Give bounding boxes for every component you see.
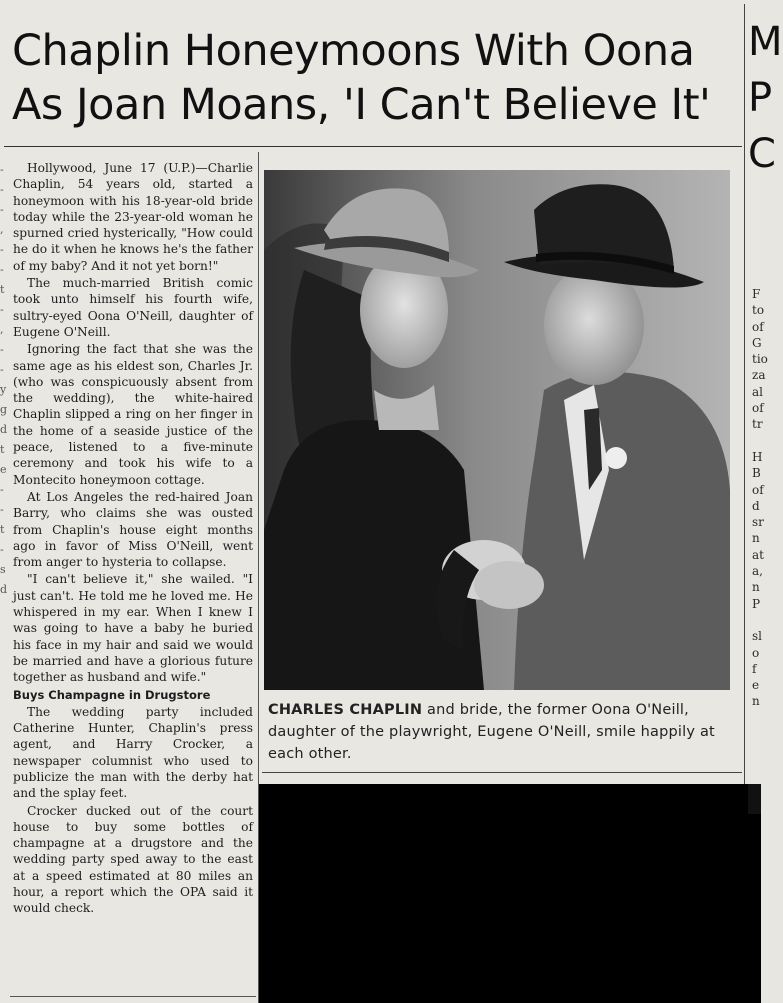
article-paragraph: Crocker ducked out of the court house to buy some bottles of champagne at a drugstore and the wedding party sped away to the east at a speed estimated at 80 miles an hour, a report which the OPA said it would check. xyxy=(13,803,253,916)
adjacent-column-fragments: F to of G tio za al of tr H B of d sr n at a, n P sl o f e n xyxy=(752,287,768,709)
left-column-edge-fragments: - - - , - - t - , - - y g d t e - - t - s d xyxy=(0,163,8,596)
article-paragraph: Ignoring the fact that she was the same age as his eldest son, Charles Jr. (who was conspicuously absent from the wedding), the white-haired Chaplin slipped a ring on her finger in the home of a seaside justice of the peace, listened to a five-minute ceremony and took his wife to a Montecito honeymoon cottage. xyxy=(13,342,253,487)
headline-line-1: Chaplin Honeymoons With Oona xyxy=(12,26,695,76)
blank-black-region-right xyxy=(748,784,761,814)
article-paragraph: The wedding party included Catherine Hunter, Chaplin's press agent, and Harry Crocker, a newspaper columnist who used to publicize the man with the derby hat and the splay feet. xyxy=(13,704,253,801)
article-body xyxy=(13,160,253,918)
article-subhead: Buys Champagne in Drugstore xyxy=(13,687,211,702)
article-paragraph: Hollywood, June 17 (U.P.)—Charlie Chaplin, 54 years old, started a honeymoon with his 18-year-old bride today while the 23-year-old woman he spurned cried hysterically, "How could he do it when he knows he's the father of my baby? And it not yet born!" xyxy=(13,161,253,273)
blank-black-region xyxy=(259,784,761,1003)
caption-lead: CHARLES CHAPLIN xyxy=(268,702,423,718)
article-paragraph: "I can't believe it," she wailed. "I just can't. He told me he loved me. He whispered in my ear. When I knew I was going to have a baby he buried his face in my hair and said we would be married and have a glorious future together as husband and wife." xyxy=(13,572,253,685)
article-bottom-rule xyxy=(10,996,256,997)
caption-text: and bride, the former Oona O'Neill, daughter of the playwright, Eugene O'Neill, smile happily at each other. xyxy=(268,702,715,762)
headline xyxy=(12,24,740,132)
photo-caption xyxy=(268,699,740,765)
headline-rule xyxy=(4,146,742,147)
headline-line-2: As Joan Moans, 'I Can't Believe It' xyxy=(12,80,711,130)
column-divider-right xyxy=(744,4,745,784)
adjacent-headline-fragment: M P C xyxy=(748,19,783,177)
news-photograph xyxy=(264,170,730,690)
article-paragraph: At Los Angeles the red-haired Joan Barry, who claims she was ousted from Chaplin's house eight months ago in favor of Miss O'Neill, went from anger to hysteria to collapse. xyxy=(13,489,253,570)
caption-rule xyxy=(262,772,742,773)
article-paragraph: The much-married British comic took unto himself his fourth wife, sultry-eyed Oona O'Neill, daughter of Eugene O'Neill. xyxy=(13,276,253,339)
photograph-illustration xyxy=(264,170,730,690)
